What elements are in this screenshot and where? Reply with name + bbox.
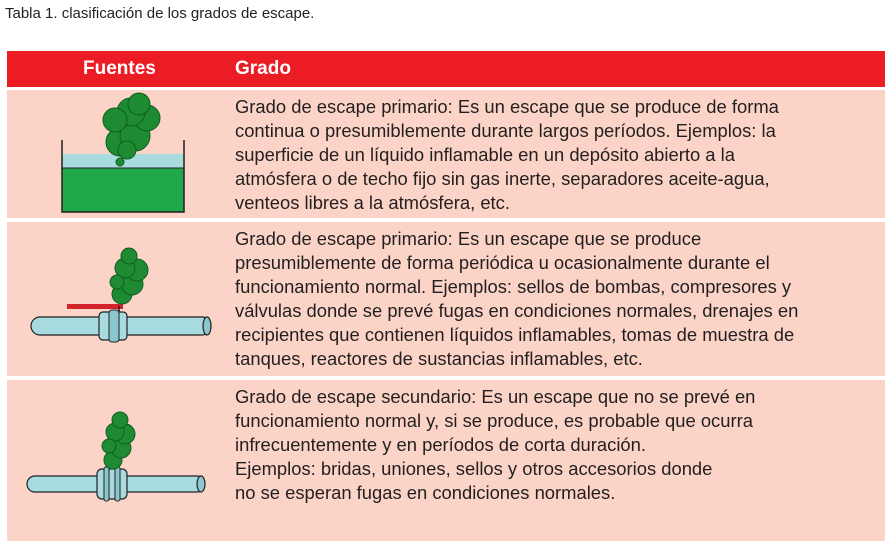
row-description [235, 227, 875, 371]
desc-line: atmósfera o de techo fijo sin gas inerte, separadores aceite-agua, [235, 168, 770, 189]
desc-line: presumiblemente de forma periódica u ocasionalmente durante el [235, 252, 770, 273]
row-description [235, 95, 875, 215]
table-header [7, 51, 885, 87]
valve-leak-icon [7, 222, 229, 376]
desc-line: superficie de un líquido inflamable en un depósito abierto a la [235, 144, 735, 165]
table-caption: Tabla 1. clasificación de los grados de escape. [5, 5, 315, 22]
desc-line: venteos libres a la atmósfera, etc. [235, 192, 510, 213]
desc-line: tanques, reactores de sustancias inflamables, etc. [235, 348, 643, 369]
table-row [7, 90, 885, 218]
row-description [235, 385, 875, 505]
flange-leak-icon [7, 380, 229, 541]
desc-line: Grado de escape secundario: Es un escape que no se prevé en [235, 386, 756, 407]
desc-line: no se esperan fugas en condiciones normales. [235, 482, 616, 503]
header-grado: Grado [235, 58, 291, 79]
desc-line: funcionamiento normal y, si se produce, es probable que ocurra [235, 410, 753, 431]
desc-line: válvulas donde se prevé fugas en condiciones normales, drenajes en [235, 300, 799, 321]
header-fuentes: Fuentes [83, 58, 156, 79]
desc-line: recipientes que contienen líquidos inflamables, tomas de muestra de [235, 324, 795, 345]
desc-line: infrecuentemente y en períodos de corta duración. [235, 434, 646, 455]
classification-table [7, 51, 885, 541]
tank-leak-icon [7, 90, 229, 218]
desc-line: continua o presumiblemente durante largos períodos. Ejemplos: la [235, 120, 776, 141]
desc-line: funcionamiento normal. Ejemplos: sellos de bombas, compresores y [235, 276, 792, 297]
desc-line: Grado de escape primario: Es un escape que se produce de forma [235, 96, 779, 117]
table-row [7, 222, 885, 376]
desc-line: Grado de escape primario: Es un escape que se produce [235, 228, 702, 249]
table-row [7, 380, 885, 541]
desc-line: Ejemplos: bridas, uniones, sellos y otros accesorios donde [235, 458, 713, 479]
